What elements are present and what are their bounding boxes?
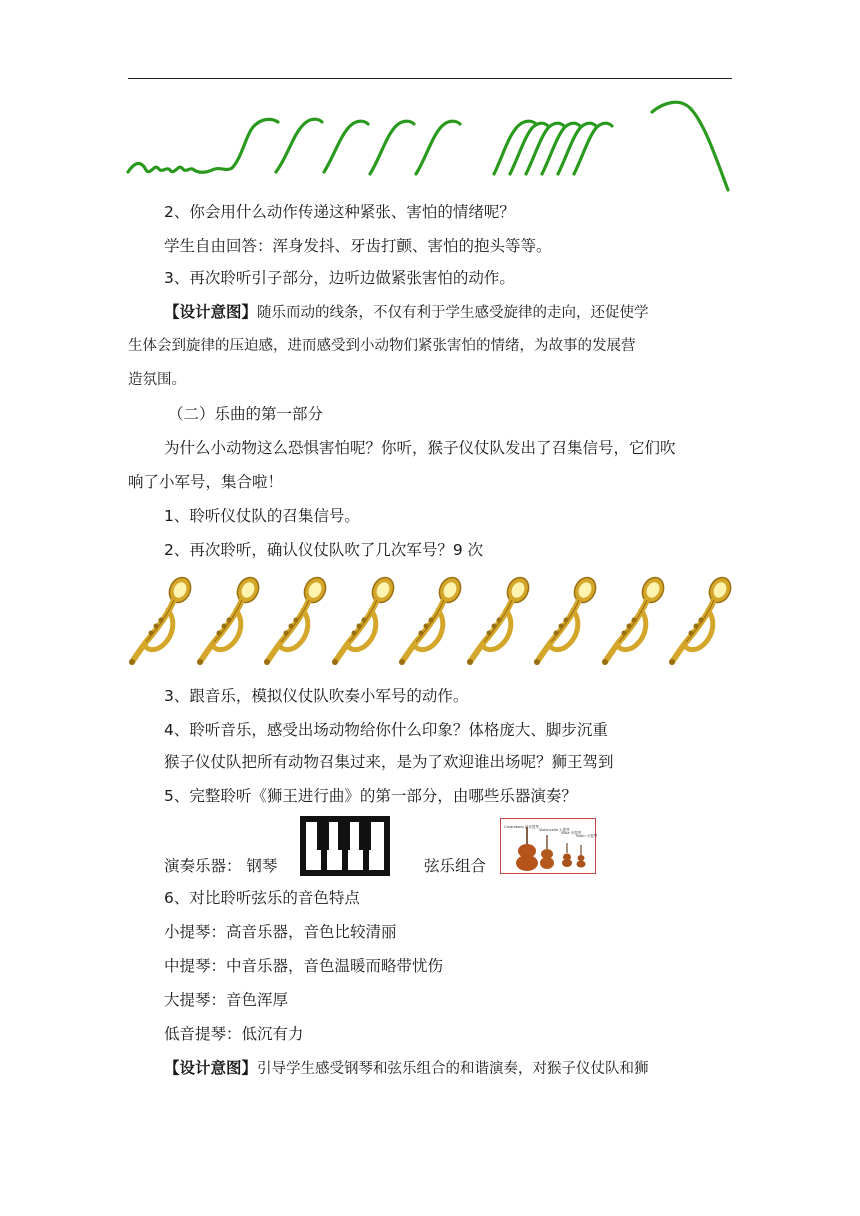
text-line-12: 3、跟音乐，模拟仪仗队吹奏小军号的动作。 [164, 687, 469, 705]
design-intent-text: 随乐而动的线条，不仅有利于学生感受旋律的走向，还促使学 [257, 305, 649, 321]
text-line-21: 中提琴：中音乐器，音色温暖而略带忧伤 [164, 957, 444, 975]
text-line-23: 低音提琴：低沉有力 [164, 1025, 304, 1043]
text-line-13: 4、聆听音乐，感受出场动物给你什么印象？体格庞大、脚步沉重 [164, 721, 608, 739]
strings-label: 弦乐组合 [424, 857, 487, 875]
design-intent-label-2: 【设计意图】 [164, 1059, 258, 1077]
viola-label: Viola 中提琴 [561, 831, 582, 835]
instrument-label: 演奏乐器： 钢琴 [164, 857, 278, 875]
text-line-22: 大提琴：音色浑厚 [164, 991, 289, 1009]
text-line-3: 3、再次聆听引子部分，边听边做紧张害怕的动作。 [164, 269, 515, 287]
text-line-5: 生体会到旋律的压迫感，进而感受到小动物们紧张害怕的情绪，为故事的发展营 [128, 338, 636, 354]
section-heading: （二）乐曲的第一部分 [168, 405, 324, 423]
design-intent-label: 【设计意图】 [164, 303, 258, 321]
text-line-9: 响了小军号，集合啦！ [128, 473, 284, 491]
trumpet-icon [668, 576, 734, 670]
trumpet-icon [601, 576, 667, 670]
contrabass-icon [516, 827, 538, 871]
trumpet-row [128, 576, 738, 672]
text-line-6: 造氛围。 [128, 372, 186, 388]
text-line-15: 5、完整聆听《狮王进行曲》的第一部分，由哪些乐器演奏？ [164, 787, 577, 805]
design-intent-paragraph-1 [164, 302, 649, 323]
text-line-20: 小提琴：高音乐器，音色比较清丽 [164, 923, 397, 941]
text-line-19: 6、对比聆听弦乐的音色特点 [164, 889, 360, 907]
cello-icon [540, 835, 554, 869]
text-line-2: 学生自由回答：浑身发抖、牙齿打颤、害怕的抱头等等。 [164, 237, 552, 255]
header-rule [128, 78, 732, 79]
trumpet-icon [263, 576, 329, 670]
text-line-8: 为什么小动物这么恐惧害怕呢？你听，猴子仪仗队发出了召集信号，它们吹 [164, 439, 676, 457]
trumpet-icon [196, 576, 262, 670]
design-intent-paragraph-2 [164, 1058, 649, 1079]
text-line-10: 1、聆听仪仗队的召集信号。 [164, 507, 360, 525]
trumpet-icon [466, 576, 532, 670]
viola-icon [562, 843, 572, 867]
text-line-1: 2、你会用什么动作传递这种紧张、害怕的情绪呢？ [164, 203, 515, 221]
contrabass-label: Contrabass 低音提琴 [504, 825, 539, 829]
text-line-14: 猴子仪仗队把所有动物召集过来，是为了欢迎谁出场呢？狮王驾到 [164, 753, 614, 771]
trumpet-icon [533, 576, 599, 670]
cello-label: Violoncello 大提琴 [539, 828, 570, 832]
trumpet-icon [128, 576, 194, 670]
string-instruments-picture [500, 818, 596, 874]
violin-label: Violin 小提琴 [576, 834, 598, 838]
melody-line-drawing [128, 96, 734, 196]
piano-keys-icon [300, 816, 390, 876]
violin-icon [577, 845, 586, 868]
text-line-11: 2、再次聆听，确认仪仗队吹了几次军号？9 次 [164, 541, 484, 559]
design-intent-text-2: 引导学生感受钢琴和弦乐组合的和谐演奏，对猴子仪仗队和狮 [257, 1061, 649, 1077]
trumpet-icon [331, 576, 397, 670]
trumpet-icon [398, 576, 464, 670]
